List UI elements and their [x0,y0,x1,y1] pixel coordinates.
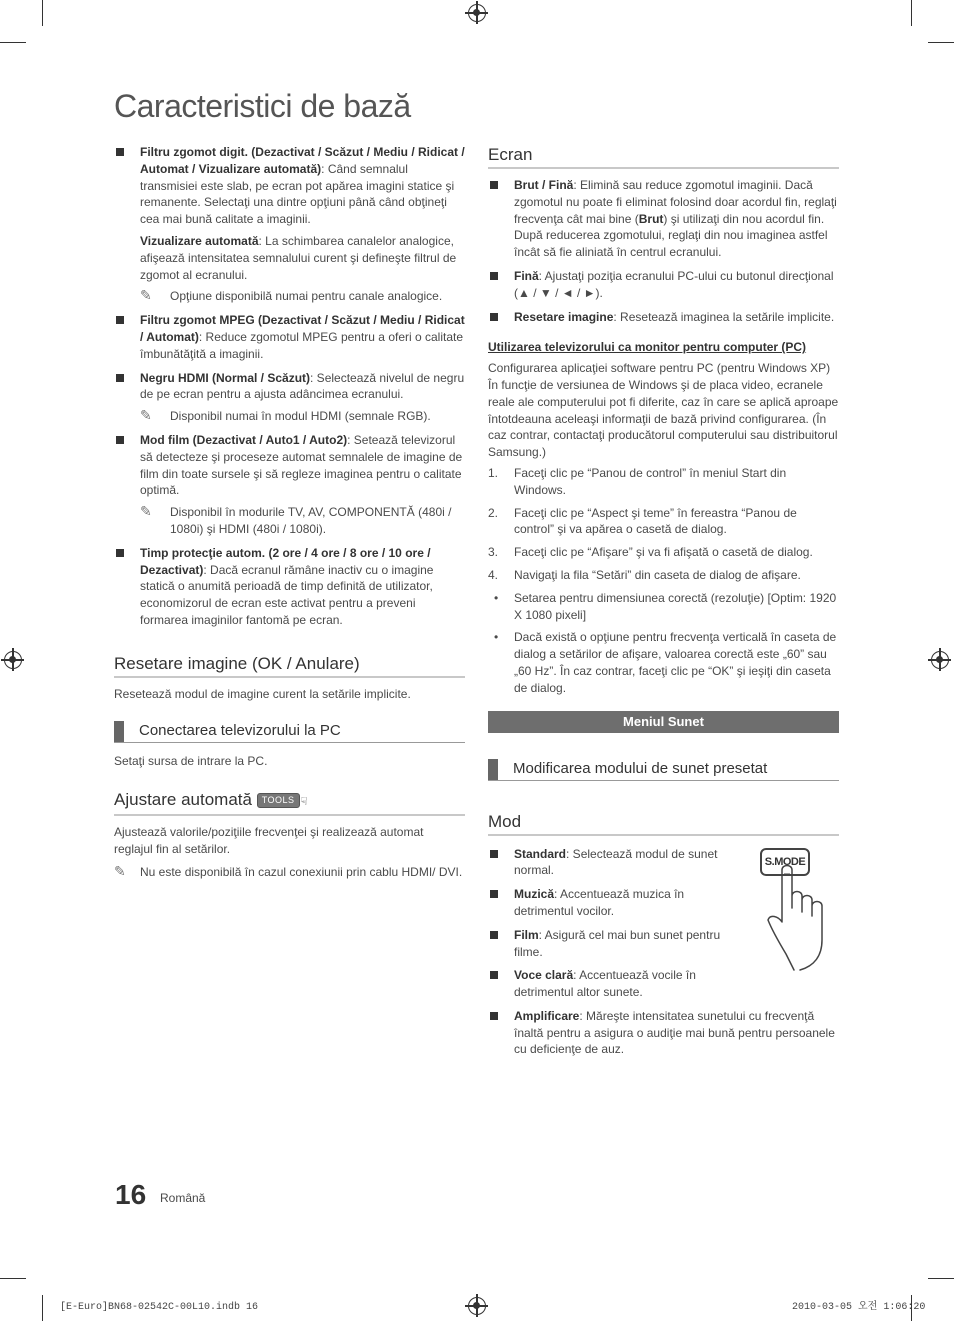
list-item: Resetare imagine: Resetează imaginea la setările implicite. [488,309,839,326]
crop-mark [911,0,912,26]
list-item: Amplificare: Măreşte intensitatea sunetului cu frecvenţă înaltă pentru a asigura o audiţie mai bună pentru persoanele cu deficienţe de auz. [488,1008,839,1058]
left-column [114,144,465,887]
sound-menu-band: Meniul Sunet [488,711,839,733]
bullet-icon [490,313,498,321]
crop-mark [42,0,43,26]
crop-mark [0,1278,26,1279]
bullet-icon [116,436,124,444]
registration-mark-icon [468,1297,486,1315]
section-heading-reset: Resetare imagine (OK / Anulare) [114,653,465,678]
bullet-icon [490,272,498,280]
tools-icon: TOOLS [257,793,300,808]
section-heading-mod: Mod [488,811,839,836]
section-heading-auto-adjust: Ajustare automată TOOLS ☟ [114,789,465,816]
print-slug-file: [E-Euro]BN68-02542C-00L10.indb 16 [60,1302,259,1313]
page-number: 16 [115,1179,147,1210]
list-item: Timp protecţie autom. (2 ore / 4 ore / 8 ore / 10 ore / Dezactivat): Dacă ecranul rămâne inactiv cu o imagine statică o anumită perioadă de timp definită de utilizator, economizorul de ecran este activat pentru a preveni formarea imaginilor fantomă pe ecran. [114,545,465,629]
bullet-icon [490,971,498,979]
note: ✎ Nu este disponibilă în cazul conexiunii prin cablu HDMI/ DVI. [114,862,463,879]
smode-button-icon: S.MODE [760,848,810,876]
note: ✎ Disponibil numai în modul HDMI (semnale RGB). [140,407,431,424]
registration-mark-icon [468,4,486,22]
registration-mark-icon [931,651,949,669]
monitor-intro: Configurarea aplicaţiei software pentru PC (pentru Windows XP) În funcţie de versiunea de Windows şi de placa video, ecranele reale ale computerului pot fi diferite, caz în care se aplică aproape întotdeauna aceleaşi informaţii de bază privind configurarea. (În caz contrar, contactaţi producătorul computerului sau distribuitorul Samsung.) [488,361,839,460]
bullet-icon [490,1012,498,1020]
crop-mark [0,42,26,43]
tools-hand-icon: ☟ [300,796,308,809]
subheading-pc-connection: Conectarea televizorului la PC [114,721,465,743]
auto-description: Ajustează valorile/poziţiile frecvenţei şi realizează automat reglajul fin al setărilor. [114,825,424,857]
bullet-icon [116,316,124,324]
crop-mark [928,1278,954,1279]
list-item: 2. Faceţi clic pe “Aspect şi teme” în fereastra “Panou de control” şi va apărea o casetă de dialog. [488,505,797,537]
subheading-sound-mode: Modificarea modului de sunet presetat [488,759,839,781]
bullet-icon [490,890,498,898]
list-item: • Dacă există o opţiune pentru frecvenţa verticală în caseta de dialog a setărilor de afişare, valoarea corectă este „60” sau „60 Hz”. În caz contrar, faceţi clic pe “OK” şi ieşiţi din caseta de dialog. [494,630,837,695]
list-item: Voce clară: Accentuează vocile în detrimentul altor sunete. [488,967,728,1001]
list-item: 4. Navigaţi la fila “Setări” din caseta de dialog de afişare. [488,567,801,582]
list-item: 1. Faceţi clic pe “Panou de control” în meniul Start din Windows. [488,465,787,497]
note-pencil-icon: ✎ [140,503,152,520]
list-item: Fină: Ajustaţi poziţia ecranului PC-ului cu butonul direcţional (▲ / ▼ / ◄ / ►). [488,268,839,302]
crop-mark [928,42,954,43]
list-item: Filtru zgomot digit. (Dezactivat / Scăzut / Mediu / Ridicat / Automat / Vizualizare automată): Când semnalul transmisiei este slab, pe ecran pot apărea imagini statice şi remanente. Selectaţi una dintre opţiuni până când obţineţi cea mai bună calitate a imaginii. Vizualizare automată: La schimbarea canalelor analogice, afişează intensitatea semnalului curent şi defineşte filtrul de zgomot al ecranului. ✎ Opţiune disponibilă numai pentru canale analogice. [114,144,465,305]
crop-mark [42,1295,43,1321]
list-item: Brut / Fină: Elimină sau reduce zgomotul imaginii. Dacă zgomotul nu poate fi eliminat folosind doar acordul fin, reglaţi frecvenţa cât mai bine (Brut) şi utilizaţi din nou acordul fin. După reducerea zgomotului, reglaţi din nou imaginea astfel încât să fie aliniată în centrul ecranului. [488,177,839,261]
monitor-title: Utilizarea televizorului ca monitor pentru computer (PC) [488,340,807,355]
note-pencil-icon: ✎ [140,407,152,424]
list-item: Negru HDMI (Normal / Scăzut): Selectează nivelul de negru de pe ecran pentru a ajusta adâncimea ecranului. ✎ Disponibil numai în modul HDMI (semnale RGB). [114,370,465,425]
list-item: Standard: Selectează modul de sunet normal. [488,846,728,880]
note: ✎ Disponibil în modurile TV, AV, COMPONENTĂ (480i / 1080i) şi HDMI (480i / 1080i). [140,503,452,536]
list-item: Film: Asigură cel mai bun sunet pentru filme. [488,927,728,961]
pc-description: Setaţi sursa de intrare la PC. [114,753,268,768]
pointing-hand-icon [760,848,840,972]
bullet-icon [116,148,124,156]
bullet-icon [490,850,498,858]
reset-description: Resetează modul de imagine curent la setările implicite. [114,686,411,701]
heading-bar-icon [488,759,498,780]
bullet-icon [490,931,498,939]
bullet-icon [116,549,124,557]
smode-hand-illustration [760,848,840,972]
list-item: • Setarea pentru dimensiunea corectă (rezoluţie) [Optim: 1920 X 1080 pixeli] [494,590,837,622]
note-pencil-icon: ✎ [140,287,152,304]
page-title: Caracteristici de bază [114,88,411,124]
bullet-icon [490,181,498,189]
list-item: Muzică: Accentuează muzica în detrimentul vocilor. [488,886,728,920]
note-pencil-icon: ✎ [114,862,126,879]
list-item: Filtru zgomot MPEG (Dezactivat / Scăzut / Mediu / Ridicat / Automat): Reduce zgomotul MPEG pentru a oferi o calitate îmbunătăţită a imaginii. [114,312,465,362]
bullet-icon [116,374,124,382]
heading-bar-icon [114,721,124,742]
print-slug-date: 2010-03-05 오전 1:06:20 [792,1302,926,1313]
list-item: Mod film (Dezactivat / Auto1 / Auto2): Setează televizorul să detecteze şi proceseze automat semnalele de imagine de film din toate sursele şi să regleze imaginea pentru o calitate optimă. ✎ Disponibil în modurile TV, AV, COMPONENTĂ (480i / 1080i) şi HDMI (480i / 1080i). [114,432,465,538]
footer-language: Română [160,1191,206,1205]
list-item: 3. Faceţi clic pe “Afişare” şi va fi afişată o casetă de dialog. [488,545,813,560]
section-heading-screen: Ecran [488,144,839,169]
note: ✎ Opţiune disponibilă numai pentru canale analogice. [140,287,443,304]
dot-bullet-icon: • [494,630,499,645]
dot-bullet-icon: • [494,590,499,605]
registration-mark-icon [4,651,22,669]
